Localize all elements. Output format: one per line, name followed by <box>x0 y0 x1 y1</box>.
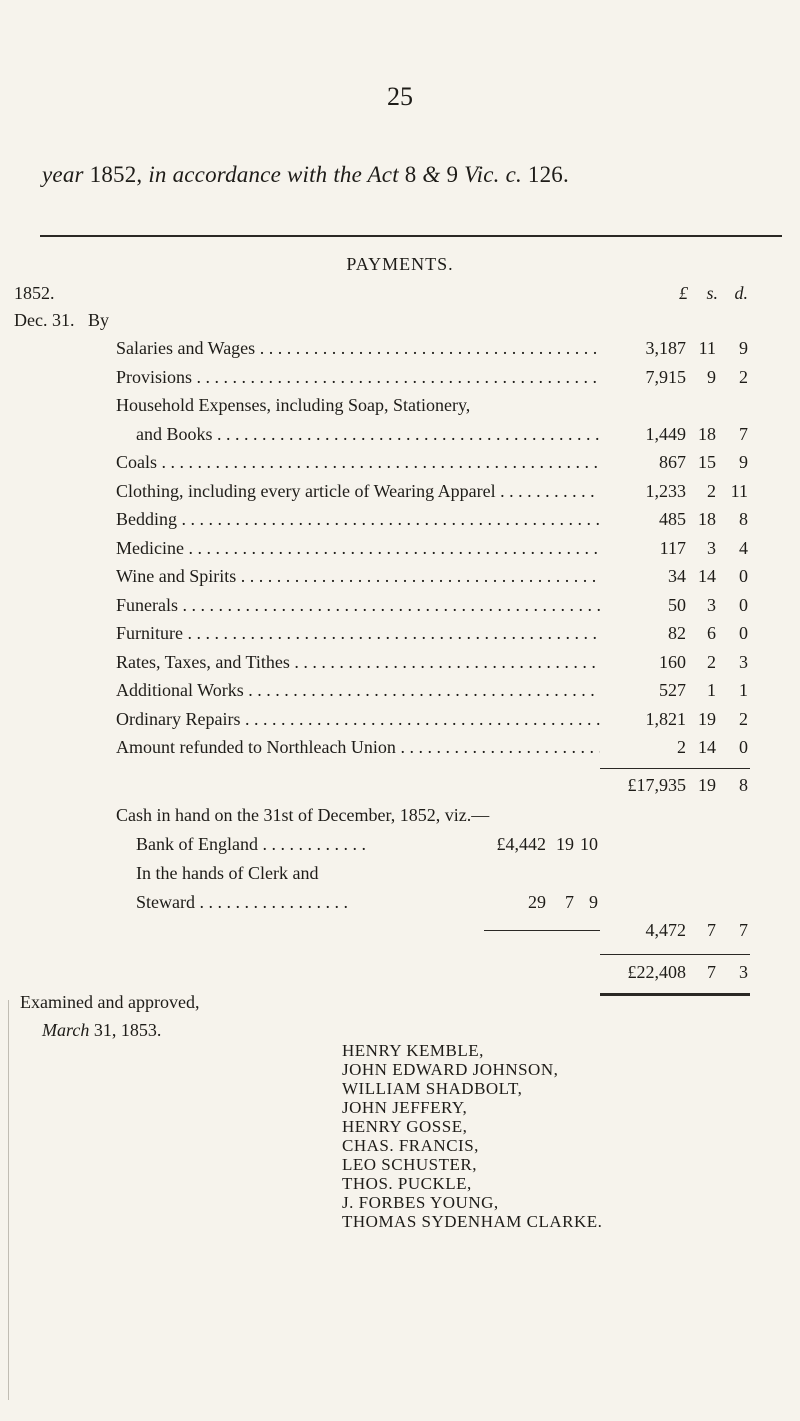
payment-pence: 2 <box>739 708 748 729</box>
payment-label: Provisions . . . <box>116 367 652 388</box>
approval-month: March <box>42 1020 90 1040</box>
payment-row <box>0 709 800 739</box>
grand-total-shillings: 7 <box>707 962 716 982</box>
bank-label: Bank of England . . . . . . . . . . . . <box>136 834 366 854</box>
top-rule <box>40 235 782 237</box>
payment-row <box>0 452 800 482</box>
signatory-name: LEO SCHUSTER, <box>342 1155 477 1174</box>
subtotal-shillings: 19 <box>698 775 716 795</box>
page-heading <box>42 162 569 188</box>
payment-shillings: 18 <box>698 423 716 444</box>
grand-total-double-rule <box>600 993 750 996</box>
clerk-pounds: 29 <box>528 892 546 912</box>
heading-part: & <box>422 162 441 187</box>
payment-label: Bedding . . . <box>116 509 652 530</box>
payment-pounds: 82 <box>600 623 686 644</box>
subtotal-row <box>0 775 800 805</box>
entry-date: Dec. 31. <box>14 310 75 330</box>
payment-pounds: 34 <box>600 566 686 587</box>
payment-label: Amount refunded to Northleach Union . . . <box>116 737 652 758</box>
payment-row <box>0 395 800 425</box>
payment-label: Salaries and Wages . . . <box>116 338 652 359</box>
payment-pence: 0 <box>739 566 748 586</box>
clerk-label-text: Steward <box>136 892 195 912</box>
payment-label: Funerals . . . <box>116 595 652 616</box>
payment-pence: 11 <box>730 480 748 501</box>
payment-label: Wine and Spirits . . . <box>116 566 652 587</box>
grand-total-rule <box>600 954 750 955</box>
payment-pounds: 1,233 <box>600 481 686 502</box>
grand-total-pence: 3 <box>739 962 748 982</box>
payment-label: Furniture . . . <box>116 623 652 644</box>
clerk-label-line2: Steward . . . . . . . . . . . . . . . . . <box>136 892 348 912</box>
signatory-name: THOMAS SYDENHAM CLARKE. <box>342 1212 603 1231</box>
payment-pence: 2 <box>739 366 748 387</box>
payment-pounds: 50 <box>600 595 686 616</box>
bank-pence: 10 <box>580 834 598 854</box>
payment-row <box>0 509 800 539</box>
heading-part: 1852, <box>83 162 149 187</box>
payment-pence: 3 <box>739 651 748 672</box>
bank-shillings: 19 <box>556 834 574 854</box>
payment-shillings: 18 <box>698 509 716 529</box>
pounds-header: £ <box>679 283 688 303</box>
signatories-list <box>342 1041 602 1231</box>
subtotal-rule <box>600 768 750 769</box>
payment-shillings: 2 <box>707 480 716 501</box>
payment-pence: 1 <box>739 680 748 700</box>
payment-shillings: 1 <box>707 680 716 700</box>
heading-part: year <box>42 162 84 187</box>
payment-pounds: 867 <box>600 452 686 473</box>
payment-label: and Books . . . <box>136 424 652 445</box>
payment-row <box>0 652 800 682</box>
subtotal-pence: 8 <box>739 775 748 795</box>
by-label: By <box>88 310 110 330</box>
payment-pence: 4 <box>739 537 748 558</box>
pence-header: d. <box>734 283 748 303</box>
cash-total-shillings: 7 <box>707 920 716 940</box>
cash-total-pence: 7 <box>739 920 748 940</box>
payment-pounds: 160 <box>600 652 686 673</box>
payment-label: Coals . . . <box>116 452 652 473</box>
bank-label-text: Bank of England <box>136 834 258 854</box>
payment-pence: 8 <box>739 509 748 529</box>
payment-shillings: 3 <box>707 594 716 615</box>
cash-intro: Cash in hand on the 31st of December, 1852, viz.— <box>116 805 490 825</box>
payment-pence: 9 <box>739 338 748 358</box>
payment-row <box>0 680 800 710</box>
payment-shillings: 6 <box>707 623 716 643</box>
grand-total-pounds: £22,408 <box>600 962 686 983</box>
clerk-pence: 9 <box>589 892 598 912</box>
payment-pence: 0 <box>739 594 748 615</box>
payment-row <box>0 367 800 397</box>
payment-pounds: 2 <box>600 737 686 758</box>
payment-pence: 9 <box>739 452 748 472</box>
approval-date-rest: 31, 1853. <box>89 1020 162 1040</box>
heading-part: Vic. c. <box>464 162 522 187</box>
payment-pounds: 1,821 <box>600 709 686 730</box>
payment-row <box>0 737 800 767</box>
bank-pounds: £4,442 <box>496 834 546 854</box>
payment-label: Household Expenses, including Soap, Stationery, <box>116 395 471 415</box>
shillings-header: s. <box>706 283 718 303</box>
payment-shillings: 3 <box>707 537 716 558</box>
cash-total-row <box>0 920 800 950</box>
payment-label: Rates, Taxes, and Tithes . . . <box>116 652 652 673</box>
payment-label: Additional Works . . . <box>116 680 652 701</box>
payment-pounds: 7,915 <box>600 367 686 388</box>
payment-pence: 0 <box>739 737 748 757</box>
signatory-name: WILLIAM SHADBOLT, <box>342 1079 523 1098</box>
clerk-shillings: 7 <box>565 892 574 912</box>
payment-pounds: 3,187 <box>600 338 686 359</box>
payment-pounds: 1,449 <box>600 424 686 445</box>
payment-row <box>0 424 800 454</box>
signatory-name: HENRY GOSSE, <box>342 1117 468 1136</box>
grand-total-row <box>0 962 800 992</box>
year-label: 1852. <box>14 283 55 303</box>
payment-shillings: 11 <box>698 338 716 358</box>
heading-part: in accordance with the Act <box>148 162 399 187</box>
section-title: PAYMENTS. <box>346 254 454 274</box>
payment-shillings: 14 <box>698 566 716 586</box>
payment-row <box>0 538 800 568</box>
payment-pounds: 527 <box>600 680 686 701</box>
page-number: 25 <box>387 82 413 111</box>
approval-date <box>42 1020 161 1041</box>
signatory-name: THOS. PUCKLE, <box>342 1174 472 1193</box>
heading-part: 126. <box>521 162 569 187</box>
signatory-name: JOHN JEFFERY, <box>342 1098 468 1117</box>
payment-row <box>0 338 800 368</box>
signatory-name: JOHN EDWARD JOHNSON, <box>342 1060 559 1079</box>
heading-part: 9 <box>440 162 465 187</box>
payment-row <box>0 481 800 511</box>
payment-label: Ordinary Repairs . . . <box>116 709 652 730</box>
payment-pounds: 485 <box>600 509 686 530</box>
signatory-name: CHAS. FRANCIS, <box>342 1136 479 1155</box>
payment-shillings: 2 <box>707 651 716 672</box>
payment-shillings: 14 <box>698 737 716 757</box>
payment-label: Clothing, including every article of Wearing Apparel . . . <box>116 481 652 502</box>
payment-pounds: 117 <box>600 538 686 559</box>
payment-shillings: 15 <box>698 452 716 472</box>
payment-pence: 7 <box>739 423 748 444</box>
subtotal-pounds: £17,935 <box>600 775 686 796</box>
payment-shillings: 19 <box>698 708 716 729</box>
page-edge-shadow <box>8 1000 9 1400</box>
payment-row <box>0 595 800 625</box>
payment-label: Medicine . . . <box>116 538 652 559</box>
cash-total-pounds: 4,472 <box>600 920 686 941</box>
payment-row <box>0 623 800 653</box>
payment-pence: 0 <box>739 623 748 643</box>
signatory-name: J. FORBES YOUNG, <box>342 1193 499 1212</box>
payment-shillings: 9 <box>707 366 716 387</box>
heading-part: 8 <box>398 162 423 187</box>
approval-line: Examined and approved, <box>20 992 200 1012</box>
signatory-name: HENRY KEMBLE, <box>342 1041 484 1060</box>
clerk-label-line1: In the hands of Clerk and <box>136 863 319 883</box>
payment-row <box>0 566 800 596</box>
